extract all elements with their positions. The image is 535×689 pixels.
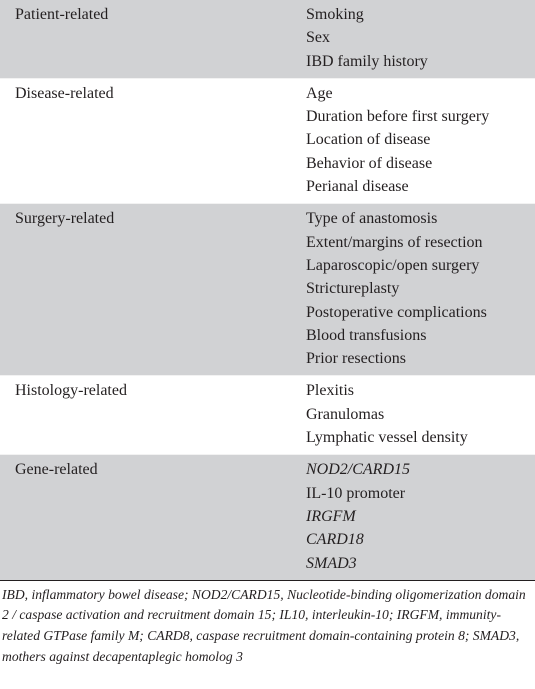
factor-item: Sex — [306, 29, 330, 47]
factor-item: CARD18 — [306, 531, 364, 549]
factor-item: Granulomas — [306, 405, 385, 423]
factors-cell — [306, 379, 535, 449]
table-footnote: IBD, inflammatory bowel disease; NOD2/CARD15, Nucleotide-binding oligomerization domain 2 / caspase activation and recruitment domain 15; IL10, interleukin-10; IRGFM, immunity-related GTPase family M; CARD8, caspase recruitment domain-containing protein 8; SMAD3, mothers against decapentaplegic homolog 3 — [2, 586, 526, 664]
table-row — [0, 204, 535, 376]
category-cell: Histology-related — [15, 382, 127, 400]
factors-cell — [306, 82, 535, 198]
factor-item: Duration before first surgery — [306, 108, 490, 126]
factor-item: Extent/margins of resection — [306, 233, 483, 251]
factor-item: Laparoscopic/open surgery — [306, 256, 480, 274]
table-row — [0, 79, 535, 204]
factor-item: NOD2/CARD15 — [306, 461, 410, 479]
factor-item: Strictureplasty — [306, 280, 400, 298]
factors-cell — [306, 3, 535, 73]
factor-item: Lymphatic vessel density — [306, 429, 468, 447]
category-cell: Gene-related — [15, 461, 98, 479]
factors-cell — [306, 207, 535, 370]
factor-item: Plexitis — [306, 382, 355, 400]
factor-item: Age — [306, 84, 333, 102]
factor-item: Postoperative complications — [306, 303, 487, 321]
factor-item: Behavior of disease — [306, 154, 433, 172]
category-cell: Patient-related — [15, 6, 109, 23]
category-cell: Surgery-related — [15, 210, 115, 228]
table-row — [0, 376, 535, 455]
factor-item: IRGFM — [306, 507, 356, 525]
factor-item: Type of anastomosis — [306, 210, 438, 228]
factor-item: Perianal disease — [306, 178, 409, 196]
factor-item: SMAD3 — [306, 554, 357, 572]
factor-item: Prior resections — [306, 350, 406, 368]
factor-item: Location of disease — [306, 131, 431, 149]
factor-item: IL-10 promoter — [306, 484, 406, 502]
category-cell: Disease-related — [15, 84, 114, 102]
table-row — [0, 455, 535, 579]
factor-item: Smoking — [306, 6, 364, 23]
factors-cell — [306, 458, 535, 574]
table-row — [0, 0, 535, 79]
factor-item: Blood transfusions — [306, 326, 427, 344]
factor-item: IBD family history — [306, 52, 428, 70]
